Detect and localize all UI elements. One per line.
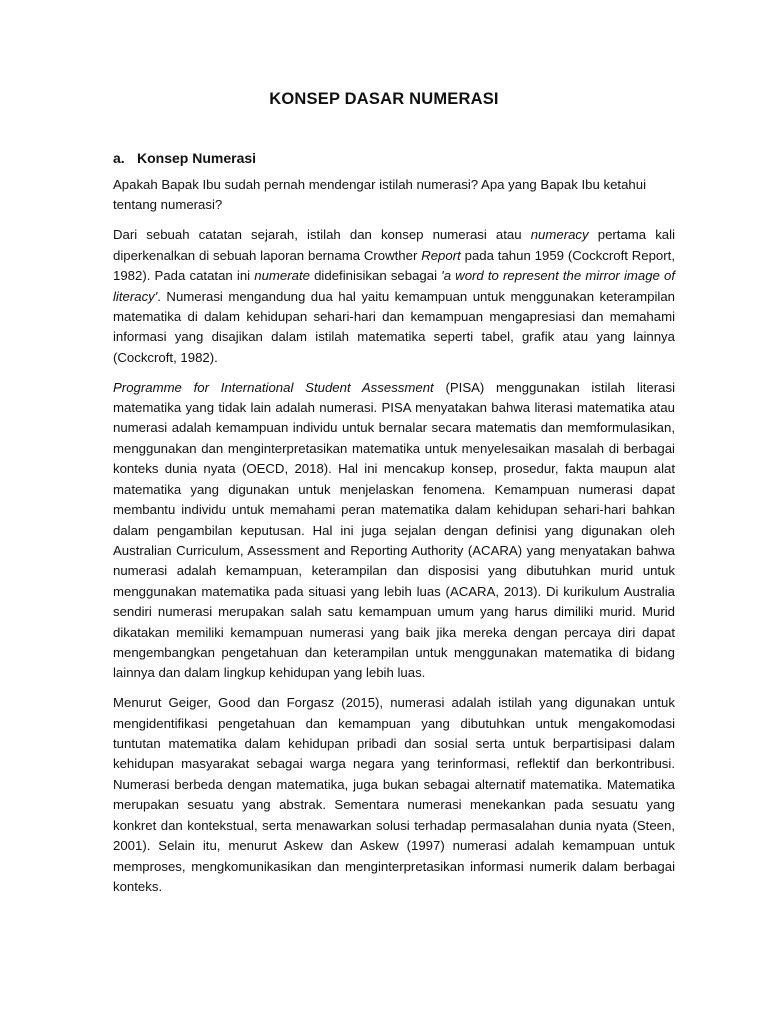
section-heading-text: Konsep Numerasi (137, 150, 257, 166)
paragraph-2-text-5: . Numerasi mengandung dua hal yaitu kemampuan untuk menggunakan keterampilan matematika di dalam kehidupan sehari-hari dan kemampuan mengapresiasi dan memahami informasi yang disajikan dalam istilah matematika seperti tabel, grafik atau yang lainnya (Cockcroft, 1982). (113, 288, 675, 365)
paragraph-1: Apakah Bapak Ibu sudah pernah mendengar istilah numerasi? Apa yang Bapak Ibu ketahui tentang numerasi? (113, 177, 646, 213)
paragraph-2-italic-quote: 'a word to represent the mirror image of literacy' (113, 268, 676, 304)
section-heading (113, 150, 256, 166)
document-body (113, 175, 675, 907)
paragraph-2-italic-numerate: numerate (254, 268, 310, 284)
paragraph-3 (113, 378, 675, 684)
paragraph-2 (113, 225, 675, 368)
paragraph-2-text-1: Dari sebuah catatan sejarah, istilah dan konsep numerasi atau (113, 227, 531, 243)
paragraph-2-italic-report: Report (421, 247, 461, 263)
paragraph-2-italic-numeracy: numeracy (530, 227, 589, 243)
paragraph-3-italic-pisa: Programme for International Student Assessment (113, 379, 434, 395)
paragraph-2-text-3: pada tahun 1959 (Cockcroft Report, 1982). Pada catatan ini (113, 247, 675, 284)
paragraph-2-text-4: didefinisikan sebagai (309, 268, 442, 284)
section-marker: a. (113, 150, 125, 166)
paragraph-4: Menurut Geiger, Good dan Forgasz (2015), numerasi adalah istilah yang digunakan untuk mengidentifikasi pengetahuan dan kemampuan yang dibutuhkan untuk mengakomodasi tuntutan matematika dalam kehidupan pribadi dan sosial serta untuk berpartisipasi dalam kehidupan masyarakat sebagai warga negara yang terinformasi, reflektif dan berkontribusi. Numerasi berbeda dengan matematika, juga bukan sebagai alternatif matematika. Matematika merupakan sesuatu yang abstrak. Sementara numerasi menekankan pada sesuatu yang konkret dan kontekstual, serta menawarkan solusi terhadap permasalahan dunia nyata (Steen, 2001). Selain itu, menurut Askew dan Askew (1997) numerasi adalah kemampuan untuk memproses, mengkomunikasikan dan menginterpretasikan informasi numerik dalam berbagai konteks. (113, 695, 675, 894)
paragraph-2-text-2: pertama kali diperkenalkan di sebuah laporan bernama Crowther (113, 227, 675, 263)
document-title: KONSEP DASAR NUMERASI (269, 90, 499, 108)
paragraph-3-text: (PISA) menggunakan istilah literasi matematika yang tidak lain adalah numerasi. PISA menyatakan bahwa literasi matematika atau numerasi adalah kemampuan individu untuk bernalar secara matematis dan memformulasikan, menggunakan dan menginterpretasikan matematika untuk menyelesaikan masalah di berbagai konteks dunia nyata (OECD, 2018). Hal ini mencakup konsep, prosedur, fakta maupun alat matematika yang digunakan untuk menjelaskan fenomena. Kemampuan numerasi dapat membantu individu untuk memahami peran matematika dalam kehidupan sehari-hari bahkan dalam pengambilan keputusan. Hal ini juga sejalan dengan definisi yang digunakan oleh Australian Curriculum, Assessment and Reporting Authority (ACARA) yang menyatakan bahwa numerasi adalah kemampuan, keterampilan dan disposisi yang dibutuhkan murid untuk menggunakan matematika pada situasi yang lebih luas (ACARA, 2013). Di kurikulum Australia sendiri numerasi merupakan salah satu kemampuan umum yang harus dimiliki murid. Murid dikatakan memiliki kemampuan numerasi yang baik jika mereka dengan percaya diri dapat mengembangkan pengetahuan dan keterampilan untuk menggunakan matematika di bidang lainnya dan dalam lingkup kehidupan yang lebih luas. (113, 379, 675, 681)
